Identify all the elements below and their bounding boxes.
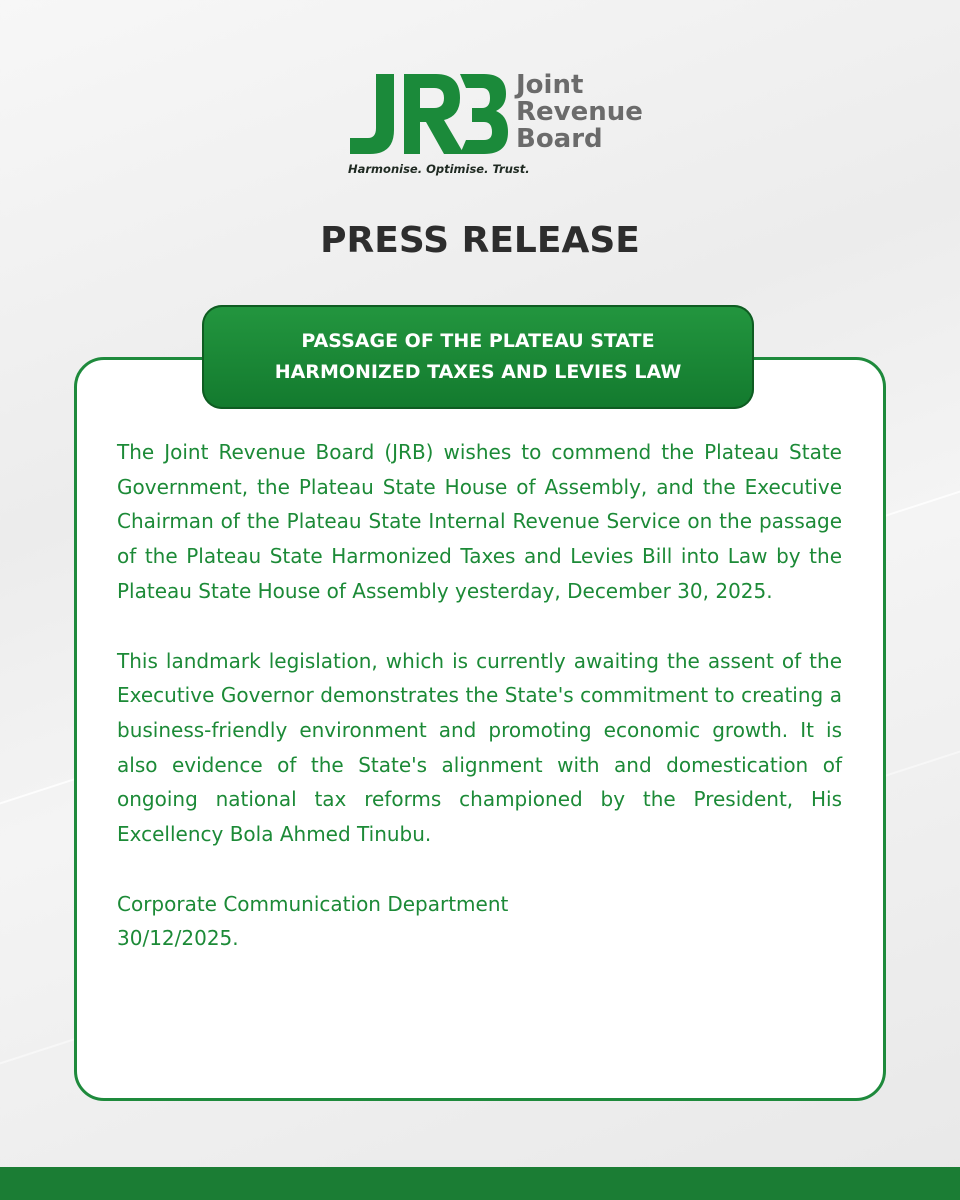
press-release-body [117,435,842,956]
jrb-logo-mark [348,70,508,158]
logo-wordmark [516,72,643,153]
headline-line-2: HARMONIZED TAXES AND LEVIES LAW [274,361,682,383]
headline-line-1: PASSAGE OF THE PLATEAU STATE [301,330,655,352]
signature-date: 30/12/2025. [117,926,239,951]
paragraph-1: The Joint Revenue Board (JRB) wishes to commend the Plateau State Government, the Plateau State House of Assembly, and the Executive Chairman of the Plateau State Internal Revenue Service on the passage of the Plateau State Harmonized Taxes and Levies Bill into Law by the Plateau State House of Assembly yesterday, December 30, 2025. [117,440,842,603]
paragraph-2: This landmark legislation, which is currently awaiting the assent of the Executive Governor demonstrates the State's commitment to creating a business-friendly environment and promoting economic growth. It is also evidence of the State's alignment with and domestication of ongoing national tax reforms championed by the President, His Excellency Bola Ahmed Tinubu. [117,648,842,847]
headline-banner [202,305,754,409]
logo-word-revenue: Revenue [516,97,643,127]
jrb-logo [348,70,668,180]
page-title: PRESS RELEASE [320,220,640,261]
footer-bar [0,1167,960,1200]
logo-word-board: Board [516,124,603,154]
logo-word-joint: Joint [516,70,584,100]
signature-department: Corporate Communication Department [117,891,509,916]
logo-tagline: Harmonise. Optimise. Trust. [348,162,530,176]
